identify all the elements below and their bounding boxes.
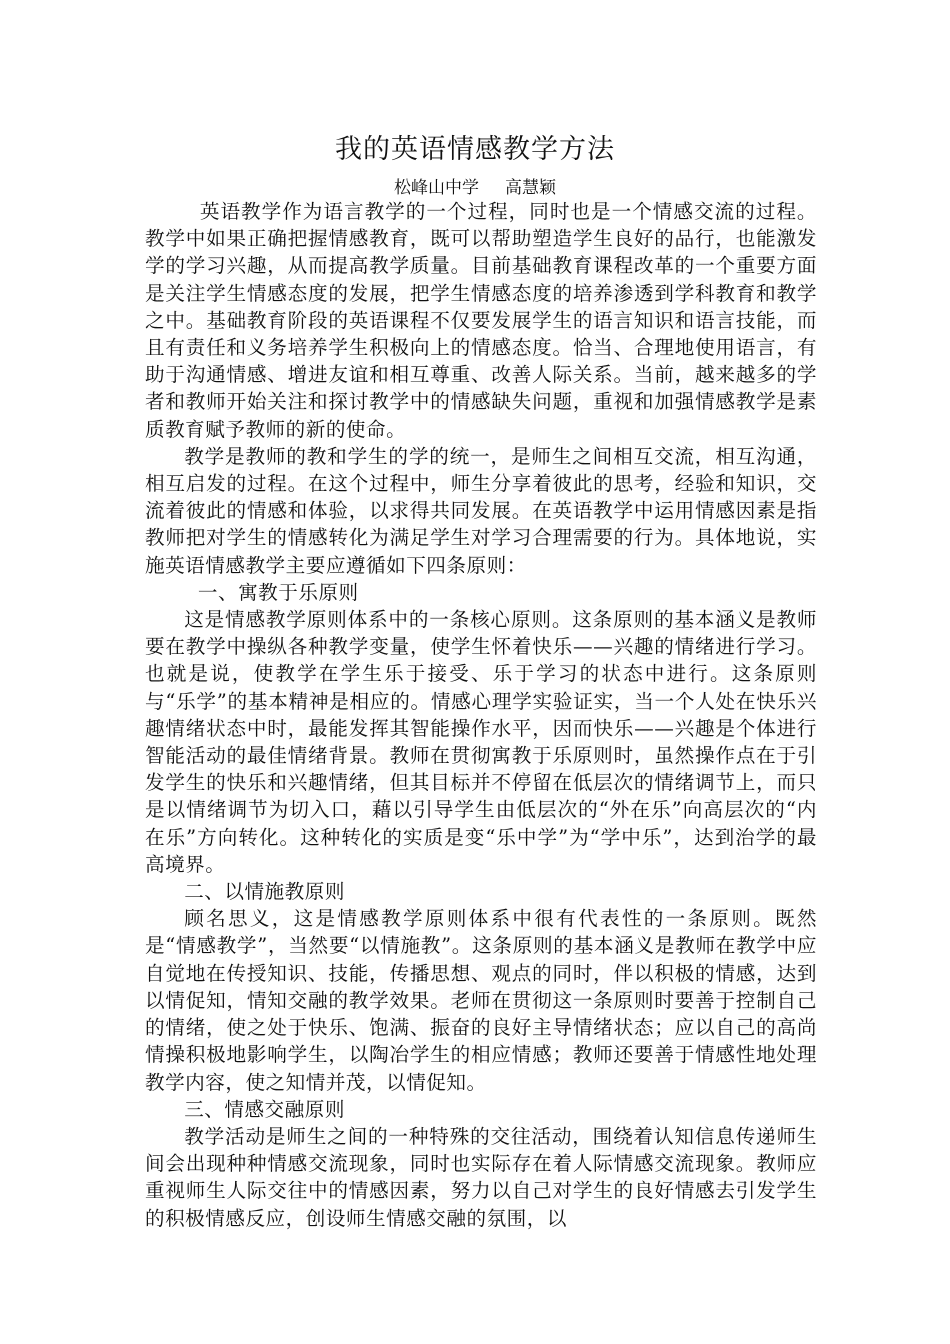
author-name: 高慧颖: [505, 178, 556, 198]
byline: [0, 177, 950, 199]
section-paragraph-2: 顾名思义，这是情感教学原则体系中很有代表性的一条原则。既然是“情感教学”，当然要“以情施教”。这条原则的基本涵义是教师在教学中应自觉地在传授知识、技能，传播思想、观点的同时，伴以积极的情感，达到以情促知，情知交融的教学效果。老师在贯彻这一条原则时要善于控制自己的情绪，使之处于快乐、饱满、振奋的良好主导情绪状态；应以自己的高尚情操积极地影响学生，以陶冶学生的相应情感；教师还要善于情感性地处理教学内容，使之知情并茂，以情促知。: [145, 907, 817, 1094]
section-paragraph-1: 这是情感教学原则体系中的一条核心原则。这条原则的基本涵义是教师要在教学中操纵各种教学变量，使学生怀着快乐——兴趣的情绪进行学习。也就是说，使教学在学生乐于接受、乐于学习的状态中进行。这条原则与“乐学”的基本精神是相应的。情感心理学实验证实，当一个人处在快乐兴趣情绪状态中时，最能发挥其智能操作水平，因而快乐——兴趣是个体进行智能活动的最佳情绪背景。教师在贯彻寓教于乐原则时，虽然操作点在于引发学生的快乐和兴趣情绪，但其目标并不停留在低层次的情绪调节上，而只是以情绪调节为切入口，藉以引导学生由低层次的“外在乐”向高层次的“内在乐”方向转化。这种转化的实质是变“乐中学”为“学中乐”，达到治学的最高境界。: [145, 608, 817, 876]
document-body: [145, 198, 817, 1232]
section-paragraph-3: 教学活动是师生之间的一种特殊的交往活动，围绕着认知信息传递师生间会出现种种情感交流现象，同时也实际存在着人际情感交流现象。教师应重视师生人际交往中的情感因素，努力以自己对学生的良好情感去引发学生的积极情感反应，创设师生情感交融的氛围，以: [145, 1124, 817, 1230]
section-heading-3: 三、情感交融原则: [184, 1097, 345, 1121]
author-school: 松峰山中学: [394, 178, 479, 198]
section-heading-1: 一、寓教于乐原则: [197, 580, 359, 604]
intro-paragraph-2: 教学是教师的教和学生的学的统一，是师生之间相互交流，相互沟通，相互启发的过程。在这个过程中，师生分享着彼此的思考，经验和知识，交流着彼此的情感和体验，以求得共同发展。在英语教学中运用情感因素是指教师把对学生的情感转化为满足学生对学习合理需要的行为。具体地说，实施英语情感教学主要应遵循如下四条原则：: [145, 444, 817, 577]
intro-paragraph-1: 英语教学作为语言教学的一个过程，同时也是一个情感交流的过程。教学中如果正确把握情感教育，既可以帮助塑造学生良好的品行，也能激发学的学习兴趣，从而提高教学质量。目前基础教育课程改革的一个重要方面是关注学生情感态度的发展，把学生情感态度的培养渗透到学科教育和教学之中。基础教育阶段的英语课程不仅要发展学生的语言知识和语言技能，而且有责任和义务培养学生积极向上的情感态度。恰当、合理地使用语言，有助于沟通情感、增进友谊和相互尊重、改善人际关系。当前，越来越多的学者和教师开始关注和探讨教学中的情感缺失问题，重视和加强情感教学是素质教育赋予教师的新的使命。: [145, 200, 817, 441]
section-heading-2: 二、以情施教原则: [184, 880, 345, 904]
document-title: 我的英语情感教学方法: [335, 134, 615, 165]
